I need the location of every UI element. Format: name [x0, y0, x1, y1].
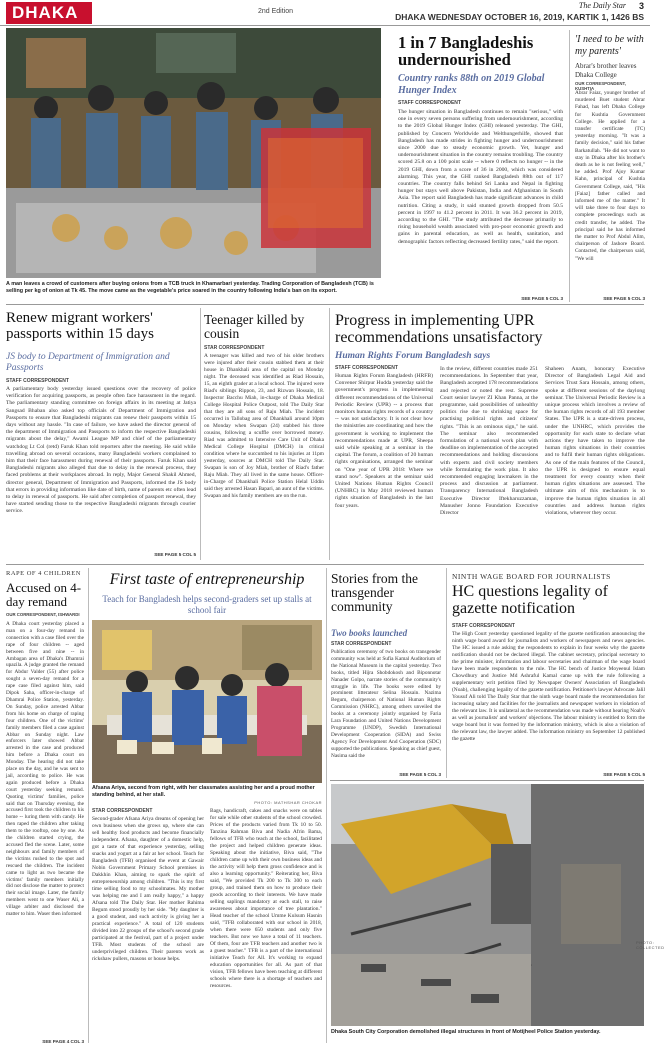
wage-kicker: NINTH WAGE BOARD FOR JOURNALISTS: [452, 572, 611, 581]
migrant-byline: STAFF CORRESPONDENT: [6, 378, 69, 384]
stories-headline: Stories from the transgender community: [331, 571, 418, 615]
page-number: 3: [638, 1, 644, 11]
upr-col3: Shaheen Anam, honorary Executive Director of Bangladesh Legal Aid and Services Trust Sara Hossain, among others, spoke at different sessions of the daylong seminar. The Universal Periodic Review is a unique process which involves a review of the human rights records of all 193 member States. The UPR is a state-driven process, under the UNHRC, which provides the opportunity for each state to declare what actions they have taken to improve the human rights situations in their countries and to fulfil their human rights obligations. As one of the main features of the Council, the UPR is designed to ensure equal treatment for every country when their human rights situations are assessed. The ultimate aim of this mechanism is to improve the human rights situation in all countries and address human rights violations, wherever they occur.: [545, 366, 645, 517]
entre-subhead: Teach for Bangladesh helps second-graders set up stalls at school fair: [102, 594, 312, 615]
accused-body: A Dhaka court yesterday placed a man on a four-day remand in connection with a case filed over the rape of four children -- aged between five and nine -- in Ambagan area of Dhaka's Dhamrai upazila. A judge granted the remand for Abdur Valder (55) after police sought a seven-day remand for a rape case filed against him, said Dipok Saha, officer-in-charge of Dhamrai Police Station, yesterday. On Sunday, police arrested Abbar from his home on charge of raping four children. One of the victims' family members filed a case against Abbar on Sunday night. Law enforcers later showed Abbar arrested in the case and produced him before a Dhaka court on Monday. The hearing did not take place on the day, and he was sent to jail, according to police. He was again produced before a Dhaka court yesterday seeking remand. Quoting victims' families, police said that on Thursday evening, the accused first took the children to his home -- luring them with candy. He then raped the children after taking them to the rooftop, one by one. As the children started crying, the accused fled the scene. Later, some neighbours and family members of the victims rushed to the spot and rescued the children. The incident came to light as two became the victims' family members initially did not disclose the matter to protect their social image. Later, the family members went to one Waser Ali, a village arbiter and disclosed the matter to him. Waser then informed: [6, 621, 84, 918]
migrant-see-page: SEE PAGE 5 COL 5: [154, 552, 196, 557]
abrar-see-page: SEE PAGE 5 COL 3: [603, 296, 645, 301]
abrar-byline: OUR CORRESPONDENT, KUSHTIA: [575, 81, 626, 91]
accused-see-page: SEE PAGE 4 COL 3: [42, 1039, 84, 1044]
hunger-byline: STAFF CORRESPONDENT: [398, 100, 461, 106]
migrant-body: A parliamentary body yesterday issued questions over the recovery of police verification for acquiring passports, as people often face harassment in the regard. The parliamentary standing committee on foreign affairs in its meeting at Jatiya Sangsad Bhaban also asked top officials of Department of Immigration and Passports to ensure that Bangladeshi migrants can renew their passports within 15 days without any hassle. "In case of failure, we have asked the director general of the department of Immigration and Passports to inform the respective Bangladeshi migrants about the delay," Awami League MP and chief of the parliamentary watchdog Lt Col (retd) Faruk Khan told reporters after the meeting. He said while travelling abroad on several occasions, many Bangladeshi workers complained to him that their face harassment during renewal of their passports. Faruk Khan said Bangladeshi migrants also alleged that due to delay in the renewal process, they faced problems at their workplaces abroad. In reply, Major General Shakil Ahmed, director general, Department of Immigration and Passports, informed the JS body that errors in providing information like date of birth, name of parents etc often lead to delay in renewal of passports. He said after completion of passport renewal, they have started sending those to the respective Bangladeshi migrants through courier service.: [6, 386, 196, 515]
teenager-headline: Teenager killed by cousin: [204, 312, 305, 342]
demolition-caption: Dhaka South City Corporation demolished illegal structures in front of Motijheel Police Station yesterday.: [331, 1029, 601, 1035]
migrant-subhead: JS body to Department of Immigration and Passports: [6, 352, 170, 373]
upr-subhead: Human Rights Forum Bangladesh says: [335, 351, 491, 361]
dateline: DHAKA WEDNESDAY OCTOBER 16, 2019, KARTIK 1, 1426 BS: [395, 12, 644, 22]
hunger-subhead: Country ranks 88th on 2019 Global Hunger Index: [398, 73, 545, 96]
wage-headline: HC questions legality of gazette notification: [452, 583, 608, 617]
school-fair-photo: [92, 620, 322, 783]
upr-byline: STAFF CORRESPONDENT: [335, 365, 398, 371]
school-fair-caption: Afsana Ariya, second from right, with her classmates assisting her and a proud mother standing behind, at her stall.: [92, 785, 315, 798]
wage-see-page: SEE PAGE 5 COL 5: [603, 772, 645, 777]
stories-subhead: Two books launched: [331, 628, 408, 638]
onion-photo-caption: A man leaves a crowd of customers after buying onions from a TCB truck in Khamarbari yesterday. Trading Corporation of Bangladesh (TCB) is selling per kg of onion at Tk 45. The move came as the vegetable's price soared in the country following India's ban on its export.: [6, 281, 374, 294]
accused-byline: OUR CORRESPONDENT, ISHWARDI: [6, 612, 80, 617]
stories-byline: STAR CORRESPONDENT: [331, 641, 392, 647]
abrar-body: Abrar Faiaz, younger brother of murdered Buet student Abrar Fahad, has left Dhaka College for Kushtia Government College. He applied for a transfer certificate (TC) yesterday morning. "It was a family decision," said his father Barkatullah. "He did not want to stay in Dhaka after his brother's death as he is not feeling well," he added. Prof Ajoy Kumar Kahn, principal of Kushtia Government College, said, "His [Faiaz] father called and informed me of the matter." It will take three to four days to complete proceedings such as credit transfer, he added. The principal said he has informed the matter to Prof Abdul Alim, chairperson of Jashore Board. Contacted, the chairperson said, "We will: [575, 90, 645, 262]
section-logo: DHAKA: [6, 2, 92, 24]
school-fair-credit: PHOTO: MATHSHAR CHOKAR: [254, 800, 322, 805]
entre-col1: Second-grader Afsana Ariya dreams of opening her own business when she grows up, where she can sell healthy food products and become financially independent. Afsana, daughter of a domestic help, got a taste of that experience yesterday, selling snacks and yogurt at a fair at her school. Teach for Bangladesh (TFB) organised the event at Gawair Nobin Government Primary School premises in Dakkhin Khan, aiming to spark the spirit of entrepreneurship among children. "This is my first time selling food to my schoolmates. My mother was helping me and I am really happy," a happy Afsana told The Daily Star. Her mother Rahima Begum stood proudly by her side. "My daughter is a good student, and such activity is giving her a practical experience." A total of 120 students divided into 22 groups of the school's second grade participated at the festival, part of a project under TFB. Most students of the school are underprivileged children. Their parents work as rickshaw pullers, masons or house helps.: [92, 816, 204, 962]
migrant-headline: Renew migrant workers' passports within 15 days: [6, 310, 154, 342]
demolition-credit: PHOTO: COLLECTED: [636, 940, 665, 950]
teenager-body: A teenager was killed and two of his older brothers were injured after their cousin stabbed them at their house in Dhankhali area of the capital on Monday night. The deceased was identified as Riad Hossain, 15, an eighth grader at a local school. The injured were Riad's siblings Rippon, 23, and Rizwan Hossain, 18. Inspector Bacchu Miah, in-charge of Dhaka Medical College Hospital Police Outpost, told The Daily Star that they are all sons of Raju Miah. The incident occurred in Tallobag area of Dhankhali around 10pm on Monday when Swapan (24) stabbed his three cousins, following a scuffle over borrowed money. Riad was admitted to Intensive Care Unit of Dhaka Medical College Hospital (DMCH) in critical condition where he succumbed to his injuries at 11pm yesterday, sources at DMCH told The Daily Star. Swapan is son of Joy Miah, brother of Riad's father Raju Miah. They all lived in the same house. Officer-in-Charge of Dhankhali Police Station Helal Uddin said they arrested Hasan Bapari, an aunt of the victims. Swapan and his family members are on the run.: [204, 353, 324, 499]
entre-col2: Bags, handicraft, cakes and snacks were on tables for sale while other students of the school crowded. Prices of the products varied from Tk 10 to 50. Tanzina Rahman Biva and Nadia Afrin Bama, fellows of TFB who teach at the school, facilitated the project and helped children generate ideas. Speaking about the initiative, Biva said, "The children came up with their own business ideas and the activity will help them gross confidence and is also a learning opportunity." Reiterating her, Biva said, "We provided Tk 200 to Tk 300 to each group, and trained them on how to produce their goods according to their interests. We have made selling saplings mandatory at each stall, to raise awareness about importance of tree plantation." Head teacher of the school Umme Kulsum Hasnin said, "TFB collaborated with our school in 2018, when there were 650 students and only five teachers. But now we have a total of 11 teachers. Of them, four are TFB teachers and another two is a guest teacher." TFB is a part of the international initiative Teach for All. It's working to expand education opportunities for all. As part of that vision, TFB fellows have been teaching at different schools where there is a shortage of teachers and resources.: [210, 808, 322, 989]
upr-headline: Progress in implementing UPR recommendations unsatisfactory: [335, 312, 543, 346]
edition-label: 2nd Edition: [258, 8, 294, 15]
stories-body: Publication ceremony of two books on transgender community was held at Sufia Kamal Auditorium of the National Museum in the capital yesterday. Two books, titled Hijra Shobdokosh and Biponnotar Nanader Golpo, narrate stories of the community's struggle in life. The books were edited by prominent litterateur Selina Hossain. Nazima Begum, chairperson of National Human Rights Commission (NHRC), among others unveiled the books at a ceremony jointly organised by Faria Lara Foundation and United Nations Development Programme (UNDP), Swedish International Development Cooperation (SIDA) and Swiss Agency For Development And Cooperation (SDC) supported the publications. Speaking as chief guest, Nasima said the: [331, 649, 441, 759]
stories-see-page: SEE PAGE 5 COL 3: [399, 772, 441, 777]
accused-kicker: RAPE OF 4 CHILDREN: [6, 570, 81, 577]
hunger-headline: 1 in 7 Bangladeshis undernourished: [398, 33, 534, 70]
onion-crowd-photo: [6, 28, 381, 278]
accused-headline: Accused on 4-day remand: [6, 580, 82, 609]
entre-headline: First taste of entrepreneurship: [109, 571, 305, 588]
masthead: [0, 0, 650, 26]
upr-col1: Human Rights Forum Bangladesh (HRFB) Convener Shirpur Hudda yesterday said the government's progress in implementing different recommendations of the Universal Periodic Review (UPR) -- a process that monitors human rights records of a country -- was not satisfactory. It is not clear how the ministries are coordinating and how the government is working to implement the recommendations made at UPR, Sheepa said while speaking at a seminar in the capital. The forum, a coalition of 20 human rights organisations, arranged the seminar on "One year of UPR 2018: Where we stand now". Speakers at the seminar said United Nations Human Rights Council (UNHRC) in May 2018 reviewed human rights situation of Bangladesh in the last four years.: [335, 373, 433, 509]
upr-col2: In the review, different countries made 251 recommendations. In September that year, Bangladesh accepted 178 recommendations and rejected or noted the rest. Supreme Court senior lawyer ZI Khan Panna, at the programme, said possibilities of unhealthy politics rise due to shrinking space for practising political rights and citizens' rights. "This is an ominous sign," he said. The seminar also recommended formulation of a national work plan with deadline on implementation of the accepted recommendations and holding discussions with experts and civil society members while formulating the work plan. It also recommended engaging lawmakers in the process and discussion at parliament. Transparency International Bangladesh Executive Director Iftekharuzzaman, Manusher Jonno Foundation Executive Director: [440, 366, 539, 517]
paper-name: The Daily Star: [578, 1, 626, 10]
teenager-byline: STAR CORRESPONDENT: [204, 345, 265, 351]
hunger-see-page: SEE PAGE 5 COL 3: [521, 296, 563, 301]
wage-byline: STAFF CORRESPONDENT: [452, 623, 515, 629]
entre-byline: STAR CORRESPONDENT: [92, 808, 153, 814]
wage-body: The High Court yesterday questioned legality of the gazette notification announcing the ninth wage board award for journalists and workers of newspapers and news agencies. The HC issued a rule asking the respondents to explain in four weeks why the gazette notification should not be declared illegal. The cabinet secretary, principal secretary to the prime minister, information and labour secretaries and chairman of the wage board have been made respondents to the rule. The HC bench of Justice Moyeenul Islam Chowdhury and Justice Md Ashraful Kamal came up with the rule following a supplementary writ petition filed by Newspaper Owners' Association of Bangladesh (Noab), challenging legality of the gazette notification. Petitioner's lawyer Advocate Jalil Yousuf Ali told The Daily Star that the ninth wage board made the recommendation for increasing salary and facilities for the journalists and newspaper workers in violation of the relevant law. It is unilateral as the recommendation was made without hearing Noab's as well as journalists' and workers' objections. The labour ministry is entitled to form the wage board but it was formed by the information ministry, which is also a violation of the relevant law, the lawyer added. The information ministry on September 12 published the gazette: [452, 631, 645, 742]
abrar-headline: 'I need to be with my parents': [575, 34, 644, 57]
hunger-body: The hunger situation in Bangladesh continues to remain "serious," with one in every seven persons suffering from undernourishment, according to the 2019 Global Hunger Index (GHI) released yesterday. The GHI, published by Concern Worldwide and Welthungerhilfe, showed that Bangladesh has made strides in fighting hunger and undernourishment since 2000 due to steady economic growth. Yet, hunger and undernourishment situation in the country remains troubling. The country scored 25.8 on a 100 point scale -- where 0 reflects no hunger -- in the 2019 GHI, down from a score of 36 in 2000, which was considered alarming. This year, the GHI ranked Bangladesh 88th out of 117 countries. The country falls behind Sri Lanka and Nepal in fighting hunger but stays well above Pakistan, India and Afghanistan in South Asia. The report said Bangladesh has made significant advances in child nutrition. Citing a study, it said stunted growth dropped from 50.5 percent in 1997 to 41.2 percent in 2011. It was 36.2 percent in 2019, according to the GHI. "The study attributed the decrease primarily to rising household wealth associated with pro-poor economic growth and gains in parental education, as well as health, sanitation, and demographic factors reflecting decreased fertility rates," said the report.: [398, 109, 563, 245]
abrar-subhead: Abrar's brother leaves Dhaka College: [575, 62, 637, 79]
